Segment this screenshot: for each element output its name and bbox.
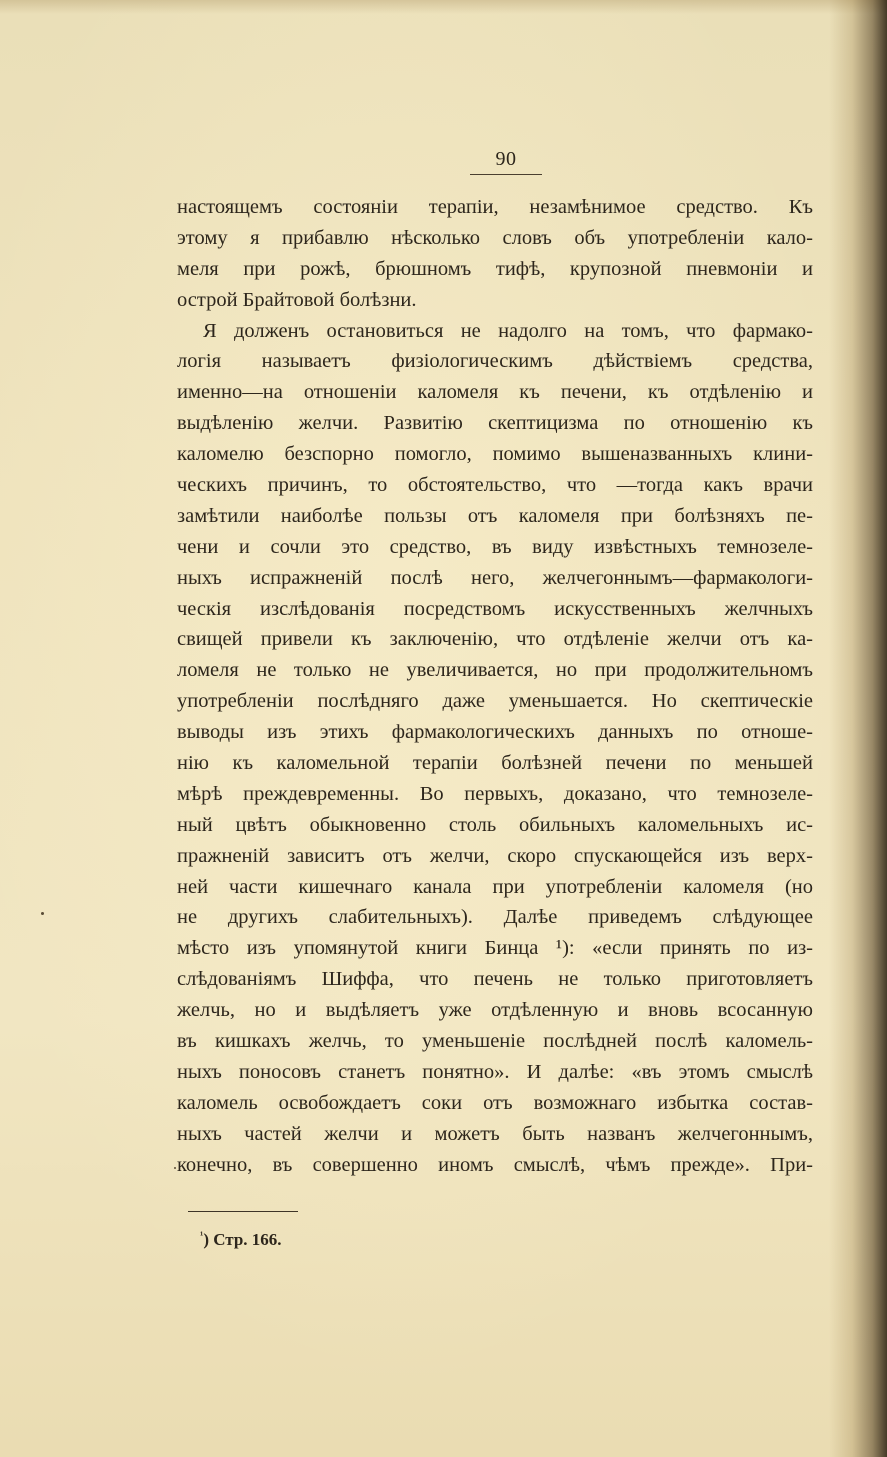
text-line: мѣрѣ преждевременны. Во первыхъ, доказано, что темнозеле-: [177, 782, 813, 805]
text-line: каломелю безспорно помогло, помимо вышеназванныхъ клини-: [177, 443, 813, 466]
page-top-edge: [0, 0, 887, 14]
text-line: ней части кишечнаго канала при употребленіи каломеля (но: [177, 875, 813, 898]
text-line: ный цвѣтъ обыкновенно столь обильныхъ каломельныхъ ис-: [177, 813, 813, 836]
page-number-rule: [470, 174, 542, 175]
text-line: логія называетъ физіологическимъ дѣйствіемъ средства,: [177, 350, 813, 373]
text-line: выводы изъ этихъ фармакологическихъ данныхъ по отноше-: [177, 721, 813, 744]
text-line: слѣдованіямъ Шиффа, что печень не только приготовляетъ: [177, 968, 813, 991]
paper-speck: [174, 1167, 176, 1169]
page-number: 90: [495, 148, 517, 170]
text-line: ломеля не только не увеличивается, но при продолжительномъ: [177, 659, 813, 682]
footnote-rule: [188, 1211, 298, 1212]
text-line: ныхъ поносовъ станетъ понятно». И далѣе: «въ этомъ смыслѣ: [177, 1060, 813, 1083]
text-line: чени и сочли это средство, въ виду извѣстныхъ темнозеле-: [177, 535, 813, 558]
text-line: Я долженъ остановиться не надолго на томъ, что фармако-: [203, 319, 813, 342]
binding-shadow: [829, 0, 887, 1457]
text-line: въ кишкахъ желчь, то уменьшеніе послѣдней послѣ каломель-: [177, 1030, 813, 1053]
text-line: ческія изслѣдованія посредствомъ искусственныхъ желчныхъ: [177, 597, 813, 620]
text-line: настоящемъ состояніи терапіи, незамѣнимое средство. Къ: [177, 196, 813, 218]
text-line: этому я прибавлю нѣсколько словъ объ употребленіи кало-: [177, 226, 813, 249]
text-line: конечно, въ совершенно иномъ смыслѣ, чѣмъ прежде». При-: [177, 1153, 813, 1176]
body-text: [177, 192, 813, 1181]
text-line: каломель освобождаетъ соки отъ возможнаго избытка состав-: [177, 1091, 813, 1114]
text-line: именно—на отношеніи каломеля къ печени, къ отдѣленію и: [177, 381, 813, 404]
text-line: мѣсто изъ упомянутой книги Бинца ¹): «если принять по из-: [177, 937, 813, 960]
footnote-mark: ¹: [200, 1229, 204, 1242]
text-line: не другихъ слабительныхъ). Далѣе приведемъ слѣдующее: [177, 906, 813, 929]
text-line: меля при рожѣ, брюшномъ тифѣ, крупозной пневмоніи и: [177, 257, 813, 280]
text-line: ныхъ испражненій послѣ него, желчегоннымъ—фармакологи-: [177, 566, 813, 589]
footnote-text: ) Стр. 166.: [203, 1230, 282, 1249]
text-line: острой Брайтовой болѣзни.: [177, 288, 417, 311]
paper-speck: [41, 912, 44, 915]
footnote: [200, 1228, 282, 1252]
text-line: замѣтили наиболѣе пользы отъ каломеля при болѣзняхъ пе-: [177, 504, 813, 527]
text-line: свищей привели къ заключенію, что отдѣленіе желчи отъ ка-: [177, 628, 813, 651]
text-line: нію къ каломельной терапіи болѣзней печени по меньшей: [177, 752, 813, 775]
text-line: выдѣленію желчи. Развитію скептицизма по отношенію къ: [177, 412, 813, 435]
text-line: пражненій зависитъ отъ желчи, скоро спускающейся изъ верх-: [177, 844, 813, 867]
text-line: ческихъ причинъ, то обстоятельство, что —тогда какъ врачи: [177, 474, 813, 497]
text-line: употребленіи послѣдняго даже уменьшается. Но скептическіе: [177, 690, 813, 713]
text-line: ныхъ частей желчи и можетъ быть названъ желчегоннымъ,: [177, 1122, 813, 1145]
text-line: желчь, но и выдѣляетъ уже отдѣленную и вновь всосанную: [177, 999, 813, 1022]
